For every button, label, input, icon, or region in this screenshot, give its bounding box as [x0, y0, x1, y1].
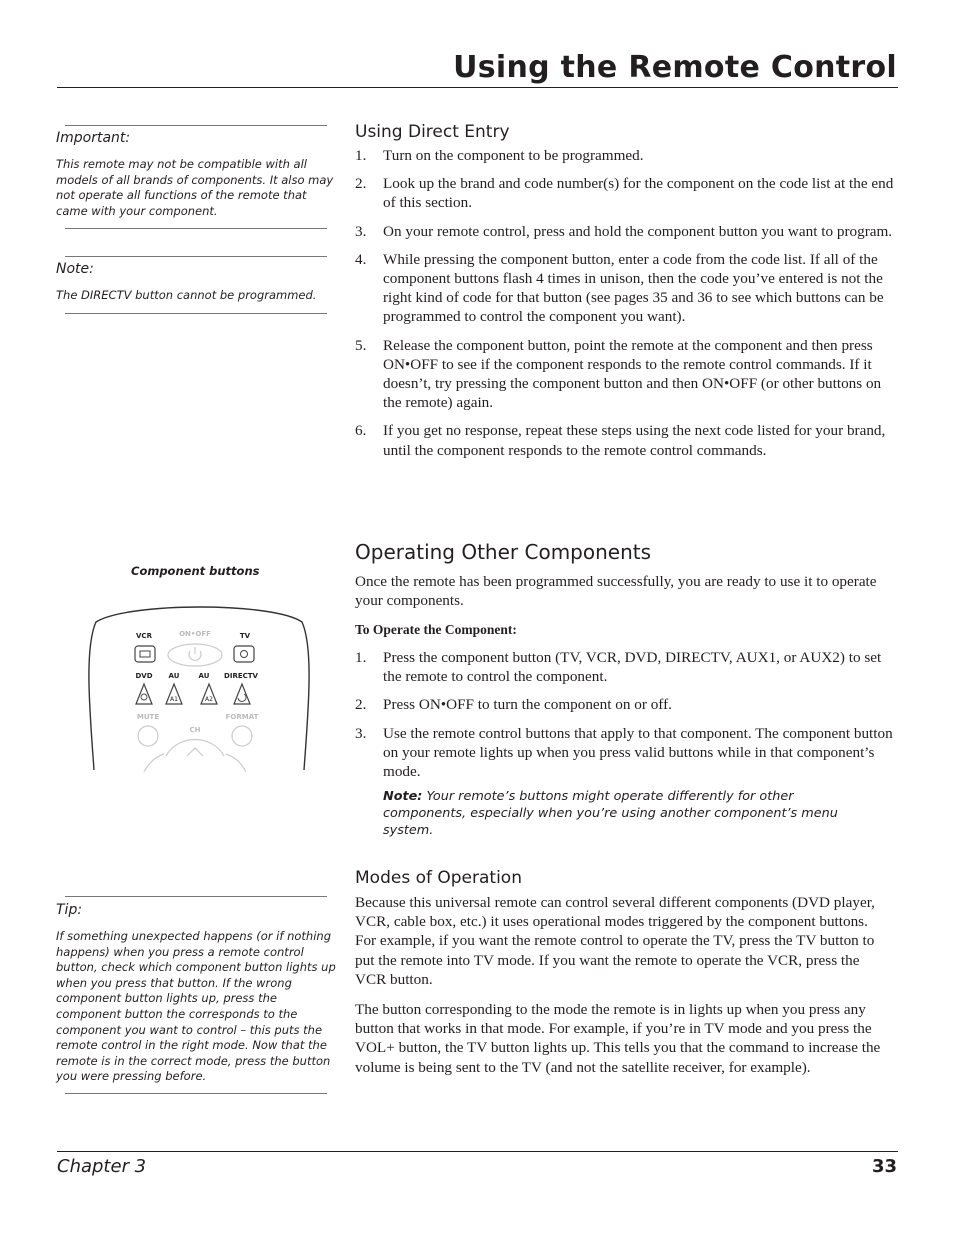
operate-step: 2. Press ON•OFF to turn the component on or off. [355, 696, 672, 714]
mute-label: MUTE [136, 713, 160, 721]
direct-entry-step: 2. Look up the brand and code number(s) for the component on the code list at the end of this section. [355, 175, 894, 212]
direct-entry-step: 5. Release the component button, point the remote at the component and then press ON•OFF to see if the component responds to the remote control commands. If it doesn’t, try pressing the component button and then ON•OFF (or other buttons on the remote) again. [355, 336, 882, 412]
note-bottom-rule [65, 313, 327, 314]
a1-label: A1 [170, 696, 178, 703]
other-components-heading: Operating Other Components [355, 540, 652, 564]
operate-step: 3. Use the remote control buttons that apply to that component. The component button on your remote lights up when you press valid buttons while in that component’s mode. [355, 724, 893, 781]
directv-button-icon [234, 684, 250, 704]
direct-entry-step: 6. If you get no response, repeat these steps using the next code listed for your brand, until the component responds to the remote control commands. [355, 422, 886, 459]
tip-top-rule [65, 896, 327, 897]
note-text: The DIRECTV button cannot be programmed. [56, 288, 317, 302]
remote-illustration [88, 594, 312, 772]
remote-note [383, 788, 873, 839]
page-title: Using the Remote Control [453, 50, 897, 85]
aux2-button-icon [201, 684, 217, 704]
direct-entry-steps [355, 146, 900, 460]
important-label: Important: [56, 130, 131, 146]
note-label: Note: [56, 261, 94, 277]
power-button-icon [168, 644, 222, 666]
note-top-rule [65, 256, 327, 257]
direct-entry-step: 1. Turn on the component to be programmed. [355, 147, 644, 164]
tip-text: If something unexpected happens (or if nothing happens) when you press a remote control button, check which component button lights up when you press that button. If the wrong component button lights up, press the component button the corresponds to the component you want to control – this puts the remote control in the right mode. Now that the remote is in the correct mode, press the button you were pressing before. [56, 929, 336, 1084]
right-arrow-outline [226, 754, 246, 772]
mute-button-icon [138, 726, 158, 746]
important-bottom-rule [65, 228, 327, 229]
tv-button-icon [234, 646, 254, 662]
vcr-button-icon [135, 646, 155, 662]
vcr-label: VCR [136, 632, 152, 640]
a2-label: A2 [205, 696, 213, 703]
footer-chapter: Chapter 3 [57, 1156, 147, 1177]
procedure-heading: To Operate the Component: [355, 622, 517, 637]
directv-label: DIRECTV [224, 672, 258, 680]
aux1-label: AU [168, 672, 180, 680]
aux2-label: AU [198, 672, 210, 680]
modes-heading: Modes of Operation [355, 868, 522, 888]
header-rule [57, 87, 898, 88]
format-button-icon [232, 726, 252, 746]
direct-entry-step: 3. On your remote control, press and hold the component button you want to program. [355, 222, 893, 240]
tip-label: Tip: [56, 902, 83, 918]
important-top-rule [65, 125, 327, 126]
dvd-button-icon [136, 684, 152, 704]
direct-entry-heading: Using Direct Entry [355, 122, 510, 142]
aux1-button-icon [166, 684, 182, 704]
other-components-intro: Once the remote has been programmed successfully, you are ready to use it to operate your components. [355, 573, 877, 610]
figure-caption: Component buttons [131, 564, 260, 578]
onoff-label: ON•OFF [179, 630, 211, 638]
footer-rule [57, 1151, 898, 1152]
page-number: 33 [871, 1156, 897, 1177]
remote-note-label: Note: [383, 789, 423, 804]
important-text: This remote may not be compatible with all models of all brands of components. It also may not operate all functions of the remote that came with your component. [56, 157, 334, 218]
tip-bottom-rule [65, 1093, 327, 1094]
other-components-steps [355, 648, 900, 781]
operate-step: 1. Press the component button (TV, VCR, DVD, DIRECTV, AUX1, or AUX2) to set the remote to control the component. [355, 649, 882, 686]
dvd-label: DVD [135, 672, 153, 680]
direct-entry-step: 4. While pressing the component button, enter a code from the code list. If all of the component buttons flash 4 times in unison, then the code you’ve entered is not the right kind of code for that button (see pages 35 and 36 to see which buttons can be programmed to control the component you want). [355, 250, 884, 326]
format-label: FORMAT [225, 713, 259, 721]
tv-label: TV [239, 632, 251, 640]
left-arrow-outline [144, 754, 164, 772]
modes-paragraph-2: The button corresponding to the mode the remote is in lights up when you press any button that works in that mode. For example, if you’re in TV mode and you press the VOL+ button, the TV button lights up. This tells you that the command to increase the volume is being sent to the TV (and not the satellite receiver, for example). [355, 1001, 881, 1076]
modes-paragraph-1: Because this universal remote can control several different components (DVD player, VCR, cable box, etc.) it uses operational modes triggered by the component buttons. For example, if you want the remote control to operate the TV, press the TV button to put the remote into TV mode. If you want the remote to operate the VCR, press the VCR button. [355, 894, 875, 988]
ch-label: CH [189, 726, 201, 734]
channel-up-icon [166, 740, 224, 757]
remote-note-text: Your remote’s buttons might operate differently for other components, especially when you’re using another component’s menu system. [383, 789, 838, 838]
